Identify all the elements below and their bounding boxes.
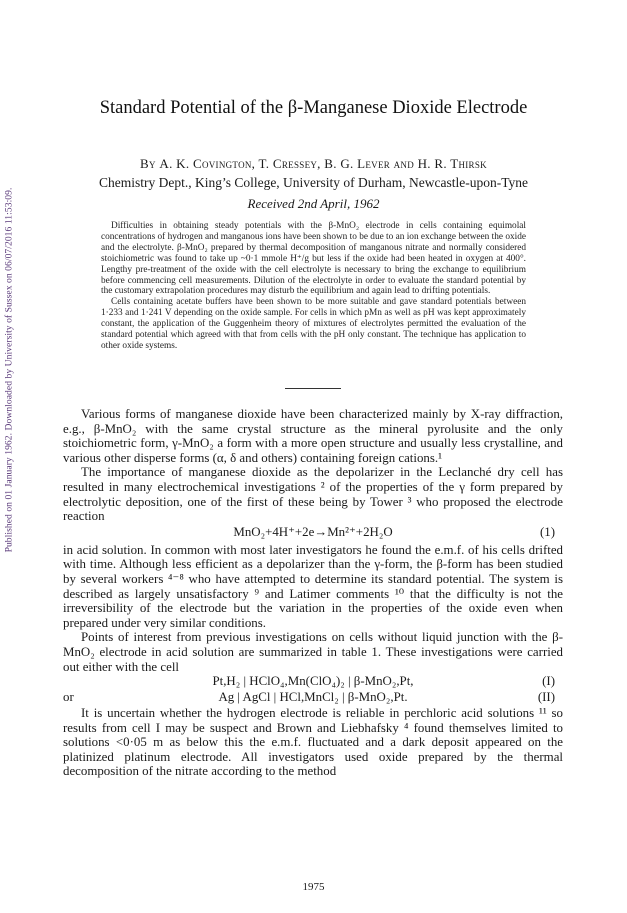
affiliation: Chemistry Dept., King’s College, University of Durham, Newcastle-upon-Tyne — [98, 175, 529, 190]
received-date: Received 2nd April, 1962 — [247, 196, 380, 211]
article-body — [63, 407, 563, 779]
author-names: A. K. Covington, T. Cressey, B. G. Lever and H. R. Thirsk — [159, 156, 487, 171]
body-paragraph-3: in acid solution. In common with most later investigators he found the e.m.f. of his cells drifted with time. Although less efficient as a depolarizer than the γ-form, the β-form has been studied by several workers ⁴⁻⁸ who have attempted to determine its standard potential. The system is described as largely unsatisfactory ⁹ and Latimer comments ¹⁰ that the difficulty is not the irreversibility of the electrode but the variation in the properties of the oxide even when prepared under very similar conditions. — [63, 542, 563, 630]
body-paragraph-4: Points of interest from previous investigations on cells without liquid junction with the β-MnO₂ electrode in acid solution are summarized in table 1. These investigations were carried out either with the cell — [63, 630, 563, 674]
cell-ii — [63, 690, 563, 706]
article-title: Standard Potential of the β-Manganese Dioxide Electrode — [99, 98, 528, 118]
body-paragraph-1: Various forms of manganese dioxide have been characterized mainly by X-ray diffraction, e.g., β-MnO₂ with the same crystal structure as the mineral pyrolusite and the only stoichiometric form, γ-MnO₂ a form with a more open structure and usually less crystalline, and various other disperse forms (α, δ and others) containing foreign cations.¹ — [63, 407, 563, 465]
cell-i-formula: Pt,H₂ | HClO₄,Mn(ClO₄)₂ | β-MnO₂,Pt, — [212, 674, 414, 689]
cell-ii-formula: Ag | AgCl | HCl,MnCl₂ | β-MnO₂,Pt. — [218, 690, 408, 705]
section-divider — [285, 388, 341, 389]
download-watermark — [2, 150, 16, 590]
cell-ii-number: (II) — [537, 690, 555, 705]
abstract — [101, 221, 526, 352]
cell-i-number: (I) — [542, 674, 555, 689]
authors-by: By — [140, 156, 156, 171]
body-paragraph-5: It is uncertain whether the hydrogen electrode is reliable in perchloric acid solutions ¹¹ so results from cell I may be suspect and Brown and Liebhafsky ⁴ found themselves limited to solutions <0·05 m as below this the e.m.f. fluctuated and a dark deposit appeared on the platinized platinum electrode. All investigators used oxide prepared by the thermal decomposition of the nitrate according to the method — [63, 706, 563, 779]
page-number: 1975 — [302, 881, 325, 893]
body-paragraph-2: The importance of manganese dioxide as the depolarizer in the Leclanché dry cell has resulted in many electrochemical investigations ² of the properties of the γ form prepared by electrolytic deposition, one of the first of these being by Tower ³ who proposed the electrode reaction — [63, 465, 563, 524]
watermark-text: Published on 01 January 1962. Downloaded by University of Sussex on 06/07/2016 11:53:09. — [3, 187, 15, 553]
abstract-paragraph-1: Difficulties in obtaining steady potentials with the β-MnO₂ electrode in cells containing equimolal concentrations of hydrogen and manganous ions have been shown to be due to an ion exchange between the oxide and the electrolyte. β-MnO₂ prepared by thermal decomposition of manganous nitrate and normally considered stoichiometric was found to take up ~0·1 mmole H⁺/g but less if the oxide had been heated in oxygen at 400°. Lengthy pre-treatment of the oxide with the cell electrolyte is necessary to bring the exchange to equilibrium before commencing cell measurements. Dilution of the electrolyte in order to evaluate the standard potential by the customary extrapolation procedures may disturb the equilibrium and again lead to drifting potentials. — [101, 221, 526, 297]
equation-1 — [63, 525, 563, 542]
equation-1-formula: MnO₂+4H⁺+2e→Mn²⁺+2H₂O — [233, 524, 393, 539]
author-line — [40, 156, 587, 172]
cell-i — [63, 674, 563, 690]
cell-ii-or: or — [63, 690, 74, 705]
abstract-paragraph-2: Cells containing acetate buffers have been shown to be more suitable and gave standard potentials between 1·233 and 1·241 V depending on the oxide sample. For cells in which pMn as well as pH was kept approximately constant, the application of the Guggenheim theory of mixtures of electrolytes permitted the evaluation of the standard potential which agreed with that from cells with the pH only constant. The technique has application to other oxide systems. — [101, 297, 526, 351]
equation-1-number: (1) — [539, 524, 555, 539]
